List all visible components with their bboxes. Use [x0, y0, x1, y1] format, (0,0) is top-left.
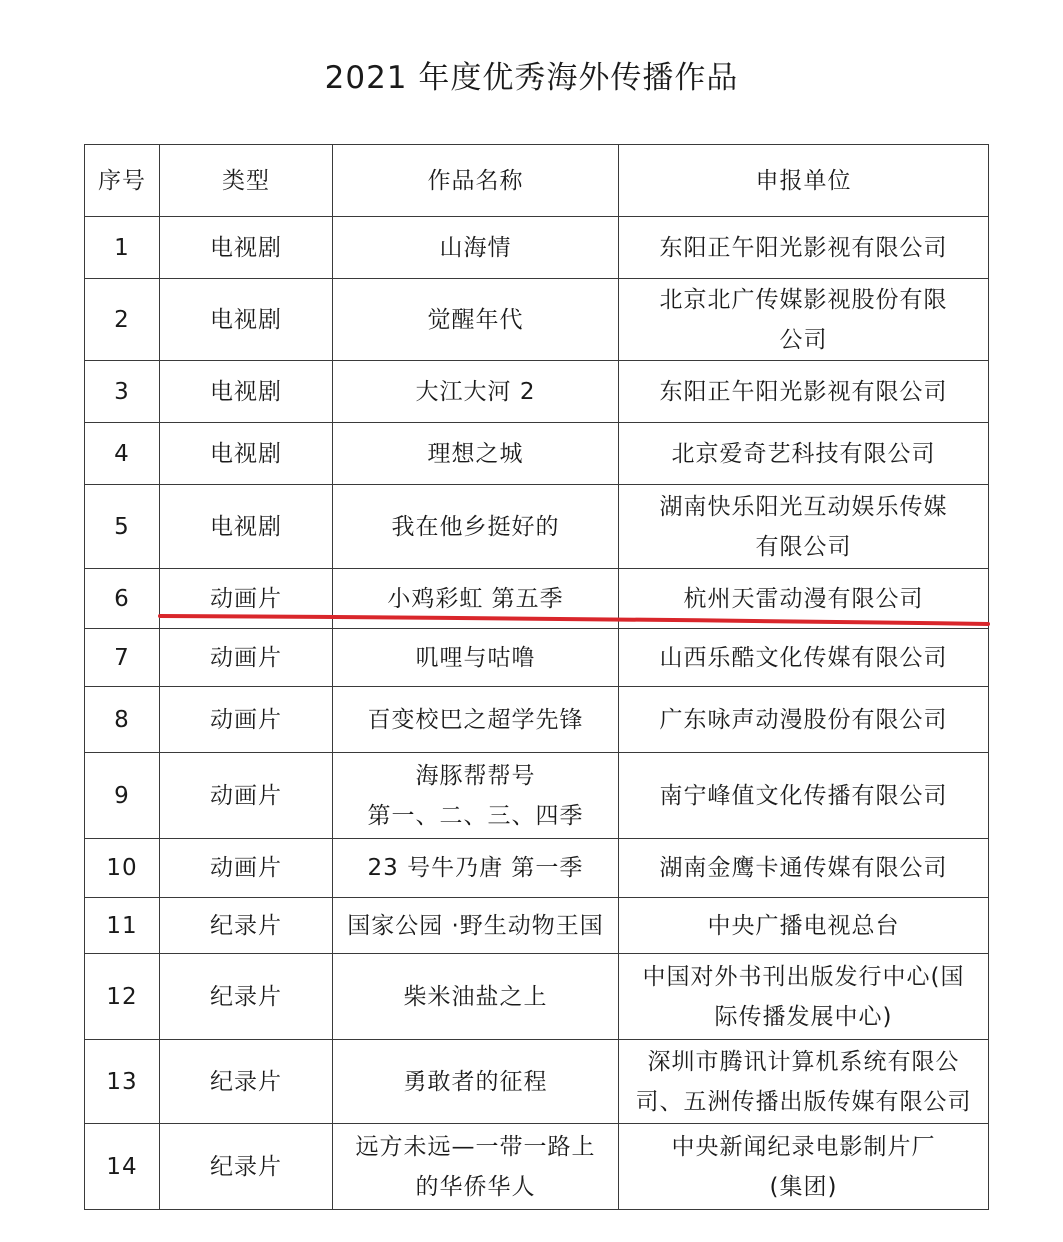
cell-organization: 东阳正午阳光影视有限公司 [619, 361, 989, 423]
cell-type: 动画片 [160, 687, 333, 753]
cell-work-name: 叽哩与咕噜 [333, 629, 619, 687]
cell-organization: 中央广播电视总台 [619, 898, 989, 954]
cell-work-name: 大江大河 2 [333, 361, 619, 423]
cell-type: 纪录片 [160, 898, 333, 954]
cell-organization: 湖南金鹰卡通传媒有限公司 [619, 839, 989, 898]
cell-type: 纪录片 [160, 954, 333, 1040]
cell-number: 5 [85, 485, 160, 569]
header-work-name: 作品名称 [333, 145, 619, 217]
table-row [85, 485, 989, 569]
cell-organization: 北京北广传媒影视股份有限 公司 [619, 279, 989, 361]
cell-work-name: 我在他乡挺好的 [333, 485, 619, 569]
table-row [85, 361, 989, 423]
header-number: 序号 [85, 145, 160, 217]
cell-number: 6 [85, 569, 160, 629]
table-row-highlighted [85, 569, 989, 629]
table-row [85, 839, 989, 898]
cell-type: 纪录片 [160, 1040, 333, 1124]
cell-number: 1 [85, 217, 160, 279]
cell-type: 电视剧 [160, 361, 333, 423]
cell-type: 动画片 [160, 839, 333, 898]
cell-work-name: 国家公园 ·野生动物王国 [333, 898, 619, 954]
cell-organization: 北京爱奇艺科技有限公司 [619, 423, 989, 485]
table-row [85, 1040, 989, 1124]
cell-work-name: 百变校巴之超学先锋 [333, 687, 619, 753]
cell-work-name: 海豚帮帮号 第一、二、三、四季 [333, 753, 619, 839]
cell-number: 3 [85, 361, 160, 423]
table-row [85, 753, 989, 839]
cell-work-name: 小鸡彩虹 第五季 [333, 569, 619, 629]
cell-organization: 东阳正午阳光影视有限公司 [619, 217, 989, 279]
cell-number: 9 [85, 753, 160, 839]
table-row [85, 629, 989, 687]
cell-organization: 中国对外书刊出版发行中心(国 际传播发展中心) [619, 954, 989, 1040]
cell-organization: 深圳市腾讯计算机系统有限公 司、五洲传播出版传媒有限公司 [619, 1040, 989, 1124]
table-row [85, 1124, 989, 1210]
cell-number: 7 [85, 629, 160, 687]
cell-work-name: 23 号牛乃唐 第一季 [333, 839, 619, 898]
cell-type: 动画片 [160, 753, 333, 839]
cell-organization: 山西乐酷文化传媒有限公司 [619, 629, 989, 687]
header-organization: 申报单位 [619, 145, 989, 217]
cell-number: 12 [85, 954, 160, 1040]
cell-type: 电视剧 [160, 279, 333, 361]
cell-type: 电视剧 [160, 485, 333, 569]
header-type: 类型 [160, 145, 333, 217]
cell-work-name: 远方未远—一带一路上 的华侨华人 [333, 1124, 619, 1210]
works-table [84, 144, 989, 1210]
cell-organization: 杭州天雷动漫有限公司 [619, 569, 989, 629]
table-header-row [85, 145, 989, 217]
cell-type: 电视剧 [160, 423, 333, 485]
table-row [85, 279, 989, 361]
cell-number: 4 [85, 423, 160, 485]
cell-number: 13 [85, 1040, 160, 1124]
table-row [85, 217, 989, 279]
cell-work-name: 理想之城 [333, 423, 619, 485]
cell-number: 8 [85, 687, 160, 753]
cell-organization: 南宁峰值文化传播有限公司 [619, 753, 989, 839]
cell-type: 动画片 [160, 569, 333, 629]
cell-work-name: 柴米油盐之上 [333, 954, 619, 1040]
cell-number: 10 [85, 839, 160, 898]
cell-organization: 湖南快乐阳光互动娱乐传媒 有限公司 [619, 485, 989, 569]
cell-type: 动画片 [160, 629, 333, 687]
table-row [85, 687, 989, 753]
table-row [85, 898, 989, 954]
cell-number: 2 [85, 279, 160, 361]
page-title: 2021 年度优秀海外传播作品 [324, 60, 739, 96]
cell-type: 电视剧 [160, 217, 333, 279]
cell-type: 纪录片 [160, 1124, 333, 1210]
cell-work-name: 觉醒年代 [333, 279, 619, 361]
table-row [85, 423, 989, 485]
cell-number: 14 [85, 1124, 160, 1210]
cell-number: 11 [85, 898, 160, 954]
cell-organization: 中央新闻纪录电影制片厂 (集团) [619, 1124, 989, 1210]
cell-work-name: 山海情 [333, 217, 619, 279]
cell-work-name: 勇敢者的征程 [333, 1040, 619, 1124]
table-row [85, 954, 989, 1040]
cell-organization: 广东咏声动漫股份有限公司 [619, 687, 989, 753]
